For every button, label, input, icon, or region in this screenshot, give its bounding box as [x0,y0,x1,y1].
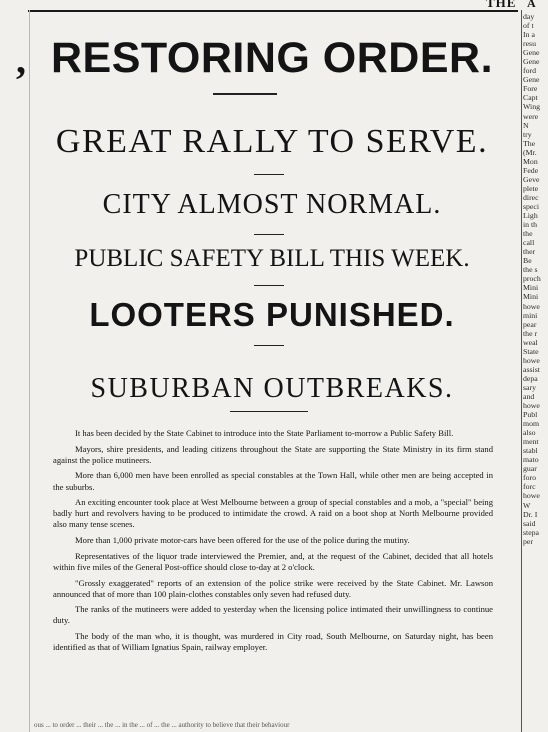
article-paragraph: An exciting encounter took place at West Melbourne between a group of special constables and a mob, a "special" being badly hurt and revolvers having to be produced to intimidate the crowd. A raid on a boot shop at North Melbourne provided also many tense scenes. [53,497,493,530]
masthead-fragment-2: A [527,0,536,10]
adjacent-column-line: the [523,229,533,239]
headline-4: PUBLIC SAFETY BILL THIS WEEK. [74,245,470,272]
adjacent-column-line: were [523,111,539,121]
adjacent-column-line: direc [523,192,539,202]
adjacent-column-line: speci [523,201,540,211]
adjacent-column-line: proch [523,274,541,284]
adjacent-column-line: of t [523,21,534,31]
adjacent-column-line: stepa [523,527,540,537]
divider [254,174,284,175]
masthead-fragment: THE [486,0,517,10]
headline-3: CITY ALMOST NORMAL. [102,189,442,220]
adjacent-column-line: resu [523,39,536,49]
adjacent-column-line: ther [523,247,536,257]
headline-6: SUBURBAN OUTBREAKS. [90,373,454,404]
adjacent-column-line: Capt [523,93,538,103]
divider [254,285,284,286]
adjacent-column-line: Fore [523,84,538,94]
article-paragraph: More than 6,000 men have been enrolled as special constables at the Town Hall, while other men are being accepted in the suburbs. [53,470,493,492]
adjacent-column-line: weal [523,337,538,347]
adjacent-column [523,12,548,732]
adjacent-column-line: howe [523,301,540,311]
article-paragraph: More than 1,000 private motor-cars have been offered for the use of the police during the mutiny. [75,535,410,546]
adjacent-column-line: the s [523,265,538,275]
adjacent-column-line: pear [523,319,537,329]
adjacent-column-line: Mini [523,283,539,293]
adjacent-column-line: Fede [523,165,539,175]
article-paragraph: "Grossly exaggerated" reports of an extension of the police strike were received by the State Cabinet. Mr. Lawson announced that of more than 100 plain-clothes constables only seven had refused duty. [53,577,493,599]
adjacent-column-line: howe [523,401,540,411]
adjacent-column-line: The [523,138,536,148]
adjacent-column-line: depa [523,373,538,383]
adjacent-column-line: the r [523,328,538,338]
headline-2: GREAT RALLY TO SERVE. [55,123,489,160]
article-paragraph: Mayors, shire presidents, and leading citizens throughout the State are supporting the State Ministry in its firm stand against the police mutineers. [53,443,493,465]
article-paragraph: It has been decided by the State Cabinet to introduce into the State Parliament to-morrow a Public Safety Bill. [75,428,454,438]
adjacent-column-line: N [523,120,529,130]
adjacent-column-line: Ligh [523,211,538,221]
divider [254,234,284,235]
adjacent-column-line: howe [523,355,540,365]
adjacent-column-line: Dr. I [523,509,538,519]
adjacent-column-line: said [523,518,536,528]
adjacent-column-line: try [523,129,532,139]
adjacent-column-line: in th [523,220,538,230]
article-paragraph: The ranks of the mutineers were added to yesterday when the licensing police intimated their unwillingness to continue duty. [53,604,493,626]
adjacent-column-line: Gene [523,75,540,85]
divider [213,93,277,95]
adjacent-column-line: mini [523,310,538,320]
adjacent-column-line: day [523,12,535,21]
adjacent-column-line: howe [523,491,540,501]
adjacent-column-line: mato [523,455,539,465]
adjacent-column-line: guar [523,464,537,474]
adjacent-column-line: assist [523,364,540,374]
headline-5: LOOTERS PUNISHED. [89,296,455,333]
adjacent-column-line: W [523,500,531,510]
adjacent-column-line: mom [523,419,540,429]
adjacent-column-line: call [523,238,535,248]
adjacent-column-line: Mini [523,292,539,302]
adjacent-column-line: per [523,536,533,546]
cut-off-text: ous ... to order ... their ... the ... in the ... of ... the ... authority to believe that their behaviour [34,721,290,729]
adjacent-column-line: State [523,346,539,356]
adjacent-column-line: (Mr. [523,147,537,157]
divider [230,411,308,412]
adjacent-column-line: In a [523,30,535,40]
adjacent-column-line: and [523,391,535,401]
adjacent-column-line: Gene [523,57,540,67]
adjacent-column-line: Be [523,256,532,266]
adjacent-column-line: forc [523,482,536,492]
adjacent-column-line: Gene [523,48,540,58]
adjacent-column-line: ment [523,437,539,447]
divider [254,345,284,346]
headline-main: RESTORING ORDER. [50,34,494,82]
adjacent-column-line: also [523,428,536,438]
adjacent-column-line: Mon [523,156,538,166]
article-paragraph: Representatives of the liquor trade interviewed the Premier, and, at the request of the Cabinet, decided that all hotels within five miles of the General Post-office should close to-day at 2 o'clock. [53,550,493,572]
adjacent-column-line: Geve [523,174,540,184]
adjacent-column-line: plete [523,183,539,193]
adjacent-column-line: stabl [523,446,538,456]
stray-mark: , [16,37,26,82]
adjacent-column-line: Publ [523,410,538,420]
adjacent-column-line: sary [523,382,536,392]
article-summary [53,428,493,658]
adjacent-column-line: Wing [523,102,541,112]
article-paragraph: The body of the man who, it is thought, was murdered in City road, South Melbourne, on Saturday night, has been identified as that of William Ignatius Spain, railway employer. [53,631,493,653]
adjacent-column-line: foro [523,473,536,483]
adjacent-column-line: ford [523,66,536,76]
